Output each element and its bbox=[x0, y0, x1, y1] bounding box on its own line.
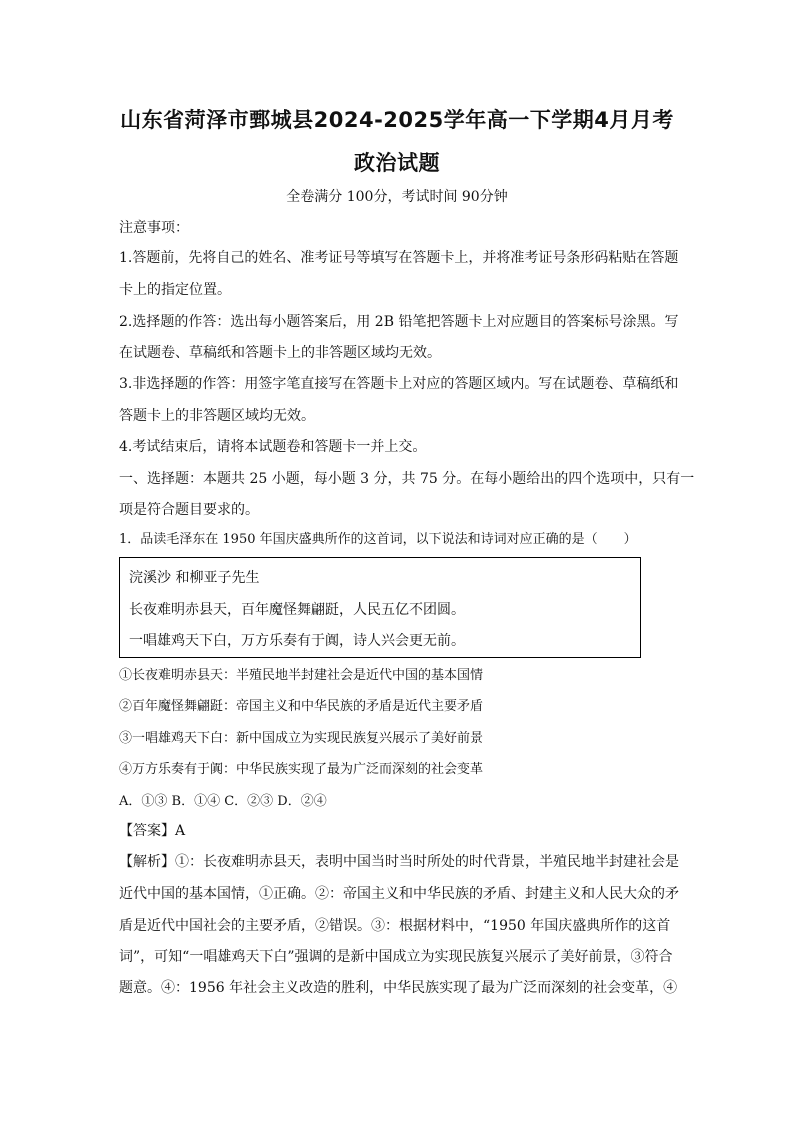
poem-line: 一唱雄鸡天下白，万方乐奏有于阗，诗人兴会更无前。 bbox=[129, 633, 465, 649]
notes-item: 3.非选择题的作答：用签字笔直接写在答题卡上对应的答题区域内。写在试题卷、草稿纸和 bbox=[119, 376, 679, 392]
analysis-line: 【解析】①：长夜难明赤县天，表明中国当时当时所处的时代背景，半殖民地半封建社会是 bbox=[119, 854, 679, 870]
notes-item: 在试题卷、草稿纸和答题卡上的非答题区域均无效。 bbox=[119, 345, 441, 361]
document-title-line-2: 政治试题 bbox=[354, 151, 440, 175]
section-heading: 一、选择题：本题共 25 小题，每小题 3 分，共 75 分。在每小题给出的四个选项中，只有一 bbox=[119, 471, 695, 487]
notes-item: 卡上的指定位置。 bbox=[119, 282, 231, 298]
answer-options: A．①③ B．①④ C．②③ D．②④ bbox=[119, 794, 327, 809]
document-title-line-1: 山东省菏泽市鄄城县2024-2025学年高一下学期4月月考 bbox=[120, 108, 674, 132]
analysis-line: 题意。④：1956 年社会主义改造的胜利，中华民族实现了最为广泛而深刻的社会变革，④ bbox=[119, 980, 678, 996]
poem-title: 浣溪沙 和柳亚子先生 bbox=[129, 570, 260, 586]
statement-item: ②百年魔怪舞翩跹：帝国主义和中华民族的矛盾是近代主要矛盾 bbox=[119, 699, 484, 714]
question-stem: 1．品读毛泽东在 1950 年国庆盛典所作的这首词，以下说法和诗词对应正确的是（ ） bbox=[119, 532, 637, 547]
analysis-line: 盾是近代中国社会的主要矛盾，②错误。③：根据材料中，“1950 年国庆盛典所作的这首 bbox=[119, 918, 671, 934]
exam-info: 全卷满分 100分，考试时间 90分钟 bbox=[286, 189, 508, 205]
section-heading-cont: 项是符合题目要求的。 bbox=[119, 502, 259, 518]
notes-item: 2.选择题的作答：选出每小题答案后，用 2B 铅笔把答题卡上对应题目的答案标号涂黑。写 bbox=[119, 314, 679, 330]
analysis-line: 词”，可知“一唱雄鸡天下白”强调的是新中国成立为实现民族复兴展示了美好前景，③符合 bbox=[119, 949, 673, 965]
poem-line: 长夜难明赤县天，百年魔怪舞翩跹，人民五亿不团圆。 bbox=[129, 602, 465, 618]
answer-label: 【答案】A bbox=[119, 823, 186, 839]
statement-item: ①长夜难明赤县天：半殖民地半封建社会是近代中国的基本国情 bbox=[119, 668, 484, 683]
poem-box bbox=[119, 557, 641, 658]
statement-item: ③一唱雄鸡天下白：新中国成立为实现民族复兴展示了美好前景 bbox=[119, 731, 484, 746]
notes-item: 1.答题前，先将自己的姓名、准考证号等填写在答题卡上，并将准考证号条形码粘贴在答题 bbox=[119, 250, 679, 266]
notes-item: 答题卡上的非答题区域均无效。 bbox=[119, 408, 315, 424]
statement-item: ④万方乐奏有于阗：中华民族实现了最为广泛而深刻的社会变革 bbox=[119, 762, 484, 777]
notes-item: 4.考试结束后，请将本试题卷和答题卡一并上交。 bbox=[119, 439, 427, 455]
notes-heading: 注意事项： bbox=[119, 220, 189, 236]
analysis-line: 近代中国的基本国情，①正确。②：帝国主义和中华民族的矛盾、封建主义和人民大众的矛 bbox=[119, 886, 679, 902]
